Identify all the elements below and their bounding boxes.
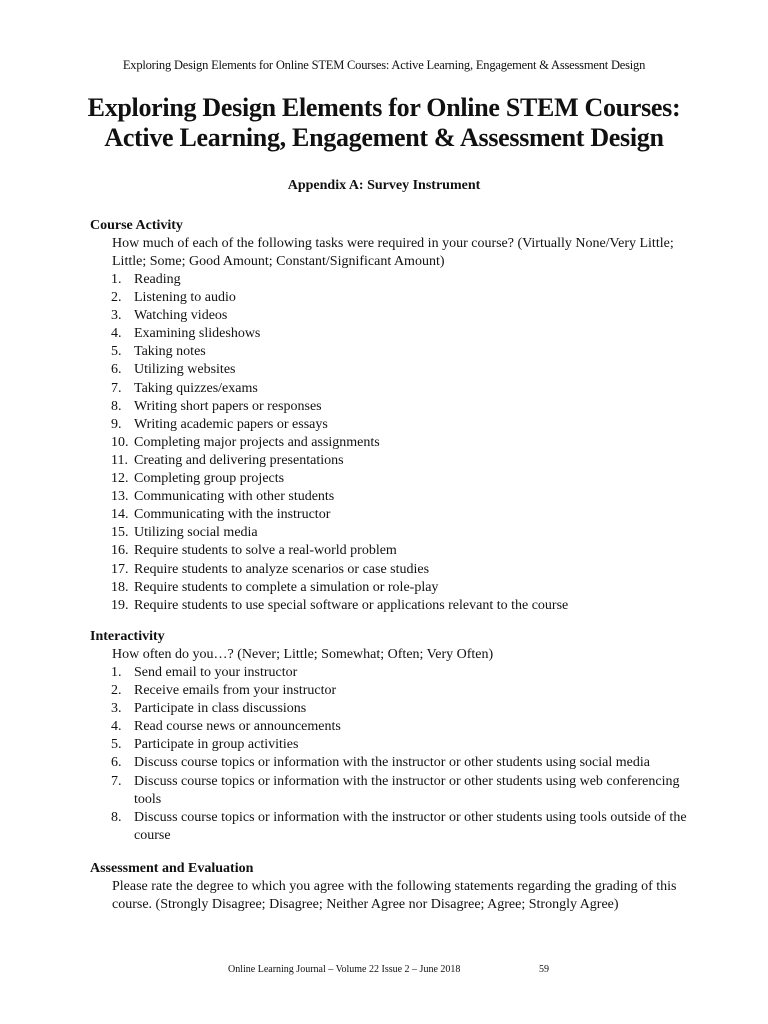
course-activity-intro: How much of each of the following tasks were required in your course? (Virtually None/Very Little; Little; Some; Good Amount; Constant/Significant Amount) [112,236,674,269]
list-item-number: 7. [111,773,122,789]
list-item-number: 14. [111,507,129,523]
title-line-2: Active Learning, Engagement & Assessment Design [104,123,664,152]
list-item-text: Read course news or announcements [134,719,341,735]
list-item [90,271,690,289]
list-item-number: 10. [111,434,129,450]
list-item-number: 4. [111,719,122,735]
list-item [90,307,690,325]
list-item-text: Writing short papers or responses [134,398,322,414]
interactivity-section [90,628,690,845]
list-item-text: Examining slideshows [134,326,261,342]
list-item-number: 16. [111,543,129,559]
list-item [90,416,690,434]
list-item [90,470,690,488]
list-item-text: Require students to use special software or applications relevant to the course [134,597,569,613]
interactivity-heading: Interactivity [90,629,165,644]
list-item-text: Utilizing websites [134,362,236,378]
interactivity-intro: How often do you…? (Never; Little; Somewhat; Often; Very Often) [112,647,494,662]
list-item-number: 4. [111,326,122,342]
list-item-number: 3. [111,308,122,324]
list-item-text: Send email to your instructor [134,665,298,680]
list-item [90,773,690,809]
list-item-number: 18. [111,579,129,595]
list-item-number: 6. [111,362,122,378]
list-item [90,506,690,524]
interactivity-list [90,664,690,845]
list-item [90,380,690,398]
list-item-text: Utilizing social media [134,525,258,541]
list-item-text: Taking notes [134,344,206,360]
list-item-text: Completing major projects and assignments [134,434,380,450]
list-item [90,664,690,682]
list-item-number: 12. [111,471,129,487]
list-item [90,524,690,542]
list-item [90,718,690,736]
title-line-1: Exploring Design Elements for Online STEM Courses: [87,93,681,122]
list-item-text: Require students to complete a simulation or role-play [134,579,439,595]
list-item-text: Discuss course topics or information with the instructor or other students using web conferencing tools [134,773,680,807]
running-header: Exploring Design Elements for Online STEM Courses: Active Learning, Engagement & Assessment Design [122,58,646,72]
list-item-number: 8. [111,809,122,825]
list-item-number: 15. [111,525,129,541]
footer-journal: Online Learning Journal – Volume 22 Issue 2 – June 2018 [228,964,461,975]
list-item-text: Completing group projects [134,471,285,487]
list-item [90,434,690,452]
list-item-number: 2. [111,290,122,306]
list-item-text: Watching videos [134,308,228,324]
list-item [90,682,690,700]
list-item-text: Listening to audio [134,290,236,306]
list-item-text: Require students to analyze scenarios or case studies [134,561,430,577]
list-item-text: Participate in group activities [134,737,299,753]
list-item-text: Participate in class discussions [134,701,307,717]
list-item-text: Communicating with the instructor [134,507,331,523]
course-activity-list [90,271,690,615]
list-item-number: 5. [111,737,122,753]
list-item-text: Reading [134,272,181,287]
list-item [90,754,690,772]
list-item-text: Creating and delivering presentations [134,452,344,468]
list-item-number: 7. [111,380,122,396]
list-item-number: 8. [111,398,122,414]
list-item-number: 9. [111,416,122,432]
assessment-section [90,860,690,914]
list-item-number: 3. [111,701,122,717]
appendix-heading: Appendix A: Survey Instrument [287,178,481,193]
assessment-intro: Please rate the degree to which you agree with the following statements regarding the grading of this course. (Strongly Disagree; Disagree; Neither Agree nor Disagree; Agree; Strongly Agree) [112,879,677,912]
list-item-text: Taking quizzes/exams [134,380,258,396]
list-item-text: Require students to solve a real-world problem [134,543,397,559]
list-item-number: 11. [111,452,128,468]
list-item [90,700,690,718]
list-item [90,597,690,615]
list-item-number: 5. [111,344,122,360]
assessment-heading: Assessment and Evaluation [90,861,254,876]
list-item-number: 19. [111,597,129,613]
list-item-number: 1. [111,665,122,680]
page-title [40,93,728,153]
list-item-text: Discuss course topics or information with the instructor or other students using tools outside of the course [134,809,687,843]
page-number: 59 [539,964,549,975]
list-item [90,452,690,470]
list-item [90,809,690,845]
list-item [90,398,690,416]
list-item-number: 1. [111,272,122,287]
list-item [90,343,690,361]
list-item [90,361,690,379]
list-item-text: Receive emails from your instructor [134,683,337,699]
list-item-text: Discuss course topics or information with the instructor or other students using social media [134,755,650,771]
list-item-number: 2. [111,683,122,699]
list-item [90,542,690,560]
list-item-text: Writing academic papers or essays [134,416,328,432]
course-activity-heading: Course Activity [90,218,183,233]
list-item-text: Communicating with other students [134,489,335,505]
list-item [90,579,690,597]
list-item [90,488,690,506]
list-item [90,736,690,754]
list-item [90,289,690,307]
list-item-number: 17. [111,561,129,577]
list-item [90,325,690,343]
list-item [90,561,690,579]
course-activity-section [90,217,690,615]
list-item-number: 6. [111,755,122,771]
list-item-number: 13. [111,489,129,505]
